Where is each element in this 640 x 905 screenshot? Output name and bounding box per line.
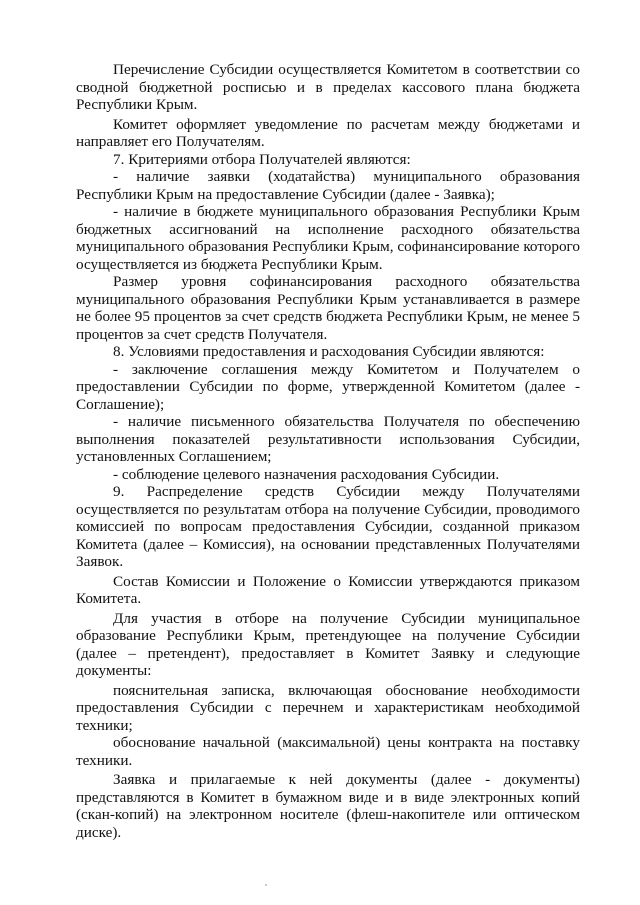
scan-speck (265, 884, 267, 886)
paragraph-condition-agreement: - заключение соглашения между Комитетом и Получателем о предоставлении Субсидии по форме, утвержденной Комитетом (далее - Соглашение); (76, 360, 580, 413)
paragraph-cofinancing-level: Размер уровня софинансирования расходного обязательства муниципального образования Республики Крым устанавливается в размере не более 95 процентов за счет средств бюджета Республики Крым, не менее 5 процентов за счет средств Получателя. (76, 273, 580, 343)
paragraph-condition-obligation: - наличие письменного обязательства Получателя по обеспечению выполнения показателей результативности использования Субсидии, установленных Соглашением; (76, 413, 580, 465)
paragraph-commission-composition: Состав Комиссии и Положение о Комиссии утверждаются приказом Комитета. (76, 572, 580, 607)
paragraph-criteria-budget: - наличие в бюджете муниципального образования Республики Крым бюджетных ассигнований на исполнение расходного обязательства муниципального образования Республики Крым, софинансирование которого осуществляется из бюджета Республики Крым. (76, 203, 580, 273)
paragraph-subsidy-transfer: Перечисление Субсидии осуществляется Комитетом в соответствии со сводной бюджетной росписью и в пределах кассового плана бюджета Республики Крым. (76, 61, 580, 113)
paragraph-section-9-distribution: 9. Распределение средств Субсидии между Получателями осуществляется по результатам отбора на получение Субсидии, проводимого комиссией по вопросам предоставления Субсидии, созданной приказом Комитета (далее – Комиссия), на основании представленных Получателями Заявок. (76, 483, 580, 570)
paragraph-documents-submission: Заявка и прилагаемые к ней документы (далее - документы) представляются в Комитет в бумажном виде и в виде электронных копий (скан-копий) на электронном носителе (флеш-накопителе или оптическом диске). (76, 771, 580, 841)
paragraph-price-justification: обоснование начальной (максимальной) цены контракта на поставку техники. (76, 734, 580, 769)
paragraph-participation: Для участия в отборе на получение Субсидии муниципальное образование Республики Крым, претендующее на получение Субсидии (далее – претендент), предоставляет в Комитет Заявку и следующие документы: (76, 609, 580, 679)
paragraph-section-8-heading: 8. Условиями предоставления и расходования Субсидии являются: (113, 343, 545, 360)
paragraph-criteria-application: - наличие заявки (ходатайства) муниципального образования Республики Крым на предоставление Субсидии (далее - Заявка); (76, 168, 580, 203)
document-body (76, 61, 580, 841)
paragraph-notification: Комитет оформляет уведомление по расчетам между бюджетами и направляет его Получателям. (76, 115, 580, 150)
paragraph-section-7-heading: 7. Критериями отбора Получателей являются: (113, 150, 411, 168)
paragraph-condition-purpose: - соблюдение целевого назначения расходования Субсидии. (113, 465, 500, 483)
paragraph-explanatory-note: пояснительная записка, включающая обоснование необходимости предоставления Субсидии с перечнем и характеристикам необходимой техники; (76, 681, 580, 734)
